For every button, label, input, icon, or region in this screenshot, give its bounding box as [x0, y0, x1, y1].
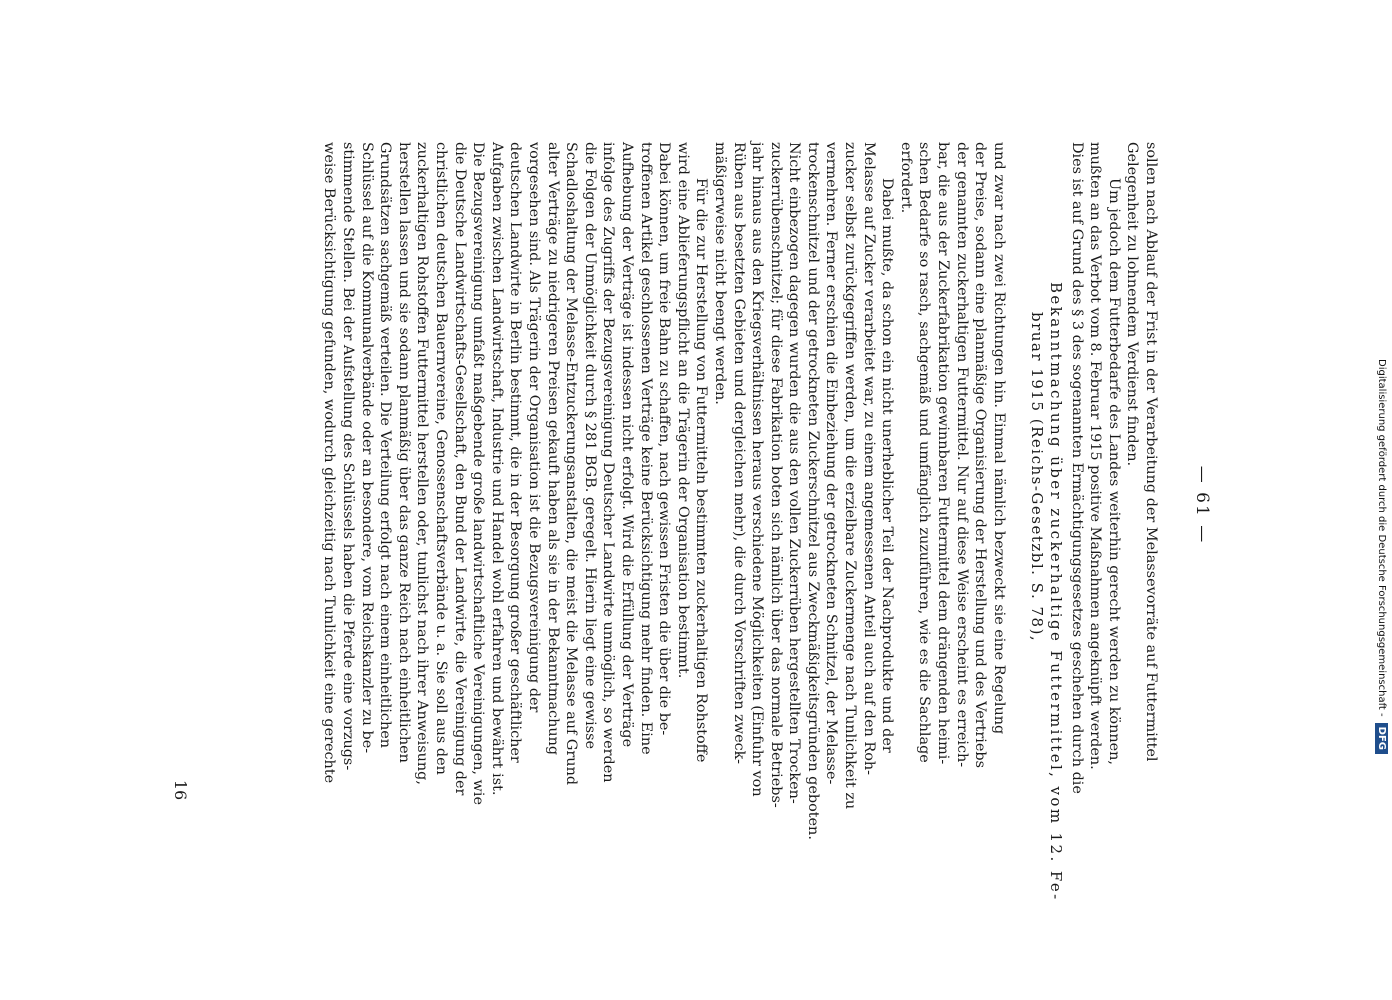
text-line: Schadloshaltung der Melasse-Entzuckerungsanstalten, die meist die Melasse auf Grund: [563, 142, 580, 786]
text-line: sollen nach Ablauf der Frist in der Verarbeitung der Melassevorräte auf Futtermittel: [1143, 142, 1159, 762]
text-line: Dabei mußte, da schon ein nicht unerheblicher Teil der Nachprodukte und der: [879, 178, 896, 753]
printer-signature: 16: [171, 779, 190, 801]
text-line: schen Bedarfe so rasch, sachgemäß und umfänglich zuzuführen, wie es die Sachlage: [916, 142, 933, 763]
body-paragraph-1: [710, 142, 896, 840]
text-line: Grundsätzen sachgemäß verteilen. Die Verteilung erfolgt nach einem einheitlichen: [377, 142, 394, 749]
spacer: [1008, 142, 1026, 832]
text-line: Die Bezugsvereinigung umfaßt maßgebende große landwirtschaftliche Vereinigungen, wie: [470, 142, 487, 805]
heading-line: Bekanntmachung über zuckerhaltige Futtermittel, vom 12. Fe-: [1047, 282, 1066, 902]
body-paragraph-2: [320, 142, 710, 832]
text-line: stimmende Stellen. Bei der Aufstellung des Schlüssels haben die Pferde eine vorzugs-: [340, 142, 357, 771]
text-line: infolge des Zugriffs der Bezugsvereinigung Deutscher Landwirte unmöglich, so werden: [600, 142, 617, 783]
heading-block: [1028, 142, 1066, 902]
paragraph-0: [1123, 142, 1160, 832]
text-line: Schlüssel auf die Kommunalverbände oder an besondere, vom Reichskanzler zu be-: [358, 142, 375, 754]
text-line: alter Verträge zu niedrigeren Preisen gekauft haben als sie in der Bekanntmachung: [544, 142, 561, 756]
text-line: zucker selbst zurückgegriffen werden, um die erzielbare Zuckermenge nach Tunlichkeit zu: [842, 142, 859, 810]
text-line: vermehren. Ferner erschien die Einbeziehung der getrockneten Schnitzel, der Melasse-: [823, 142, 840, 785]
text-line: Aufhebung der Verträge ist indessen nicht erfolgt. Wird die Erfüllung der Verträge: [618, 142, 635, 748]
text-line: vorgesehen sind. Als Trägerin der Organisation ist die Bezugsvereinigung der: [526, 142, 542, 713]
text-line: Melasse auf Zucker verarbeitet war, zu einem angemessenen Anteil auch auf den Roh-: [860, 142, 877, 776]
text-line: christlichen deutschen Bauernvereine, Genossenschaftsverbände u. a. Sie soll aus den: [433, 142, 450, 775]
text-line: der genannten zuckerhaltigen Futtermittel. Nur auf diese Weise erscheint es erreich-: [953, 142, 970, 768]
text-line: der Preise, sodann eine planmäßige Organisierung der Herstellung und des Vertriebs: [972, 142, 989, 768]
text-line: Aufgaben zwischen Landwirtschaft, Industrie und Handel wohl erfahren und bewährt ist.: [488, 142, 505, 796]
text-line: mäßigerweise nicht beengt werden.: [711, 142, 728, 405]
dfg-logo: DFG: [1376, 723, 1389, 754]
text-line: die Deutsche Landwirtschafts-Gesellschaft, den Bund der Landwirte, die Vereinigung der: [451, 142, 468, 796]
digitization-credit: [1372, 14, 1392, 754]
paragraph-1: [1067, 142, 1123, 832]
text-line: jahr hinaus aus den Kriegsverhältnissen heraus verschiedene Möglichkeiten (Einfuhr von: [749, 142, 766, 797]
document-page: [150, 110, 1230, 900]
text-line: Rüben aus besetzten Gebieten und dergleichen mehr), die durch Vorschriften zweck-: [730, 142, 747, 764]
text-line: zuckerrübenschnitzel; für diese Fabrikation boten sich nämlich über das normale Betriebs-: [767, 142, 784, 808]
text-line: trockenschnitzel und der getrockneten Zuckerschnitzel aus Zweckmäßigkeitsgründen geboten.: [804, 142, 821, 840]
page-number: — 61 —: [1192, 465, 1212, 545]
text-line: Nicht einbezogen dagegen wurden die aus den vollen Zuckerrüben hergestellten Trocken-: [786, 142, 803, 804]
text-line: Dabei können, um freie Bahn zu schaffen, nach gewissen Fristen die über die be-: [656, 142, 673, 736]
credit-text: Digitalisierung gefördert durch die Deutsche Forschungsgemeinschaft -: [1376, 359, 1388, 717]
heading-line: bruar 1915 (Reichs-Gesetzbl. S. 78),: [1028, 312, 1047, 643]
text-line: Gelegenheit zu lohnendem Verdienst finden.: [1124, 142, 1141, 467]
body-paragraph-0: [896, 142, 1008, 832]
text-line: Um jedoch dem Futterbedarfe des Landes weiterhin gerecht werden zu können,: [1105, 178, 1122, 765]
text-line: bar, die aus der Zuckerfabrikation gewinnbaren Futtermittel dem drängenden heimi-: [935, 142, 952, 765]
text-line: wird eine Ablieferungspflicht an die Trägerin der Organisation bestimmt.: [674, 142, 691, 679]
text-block: [320, 142, 1160, 902]
text-line: mußten an das Verbot vom 8. Februar 1915 positive Maßnahmen angeknüpft werden.: [1087, 142, 1104, 770]
text-line: zuckerhaltigen Rohstoffen Futtermittel herstellen oder, tunlichst nach ihrer Anweisung,: [414, 142, 431, 785]
text-line: erfordert.: [897, 142, 914, 214]
text-line: troffenen Artikel geschlossenen Verträge keine Berücksichtigung mehr finden. Eine: [637, 142, 654, 755]
text-line: deutschen Landwirte in Berlin bestimmt, die in der Besorgung großer geschäftlicher: [507, 142, 524, 763]
rotated-page: [150, 110, 1230, 900]
text-line: und zwar nach zwei Richtungen hin. Einmal nämlich bezweckt sie eine Regelung: [990, 142, 1007, 735]
text-line: die Folgen der Unmöglichkeit durch § 281 BGB. geregelt. Hierin liegt eine gewisse: [581, 142, 598, 749]
text-line: Dies ist auf Grund des § 3 des sogenannten Ermächtigungsgesetzes geschehen durch die: [1068, 142, 1085, 794]
text-line: weise Berücksichtigung gefunden, wodurch gleichzeitig nach Tunlichkeit eine gerechte: [321, 142, 338, 784]
text-line: Für die zur Herstellung von Futtermitteln bestimmten zuckerhaltigen Rohstoffe: [693, 178, 710, 763]
text-line: herstellen lassen und sie sodann planmäßig über das ganze Reich nach einheitlichen: [395, 142, 412, 763]
